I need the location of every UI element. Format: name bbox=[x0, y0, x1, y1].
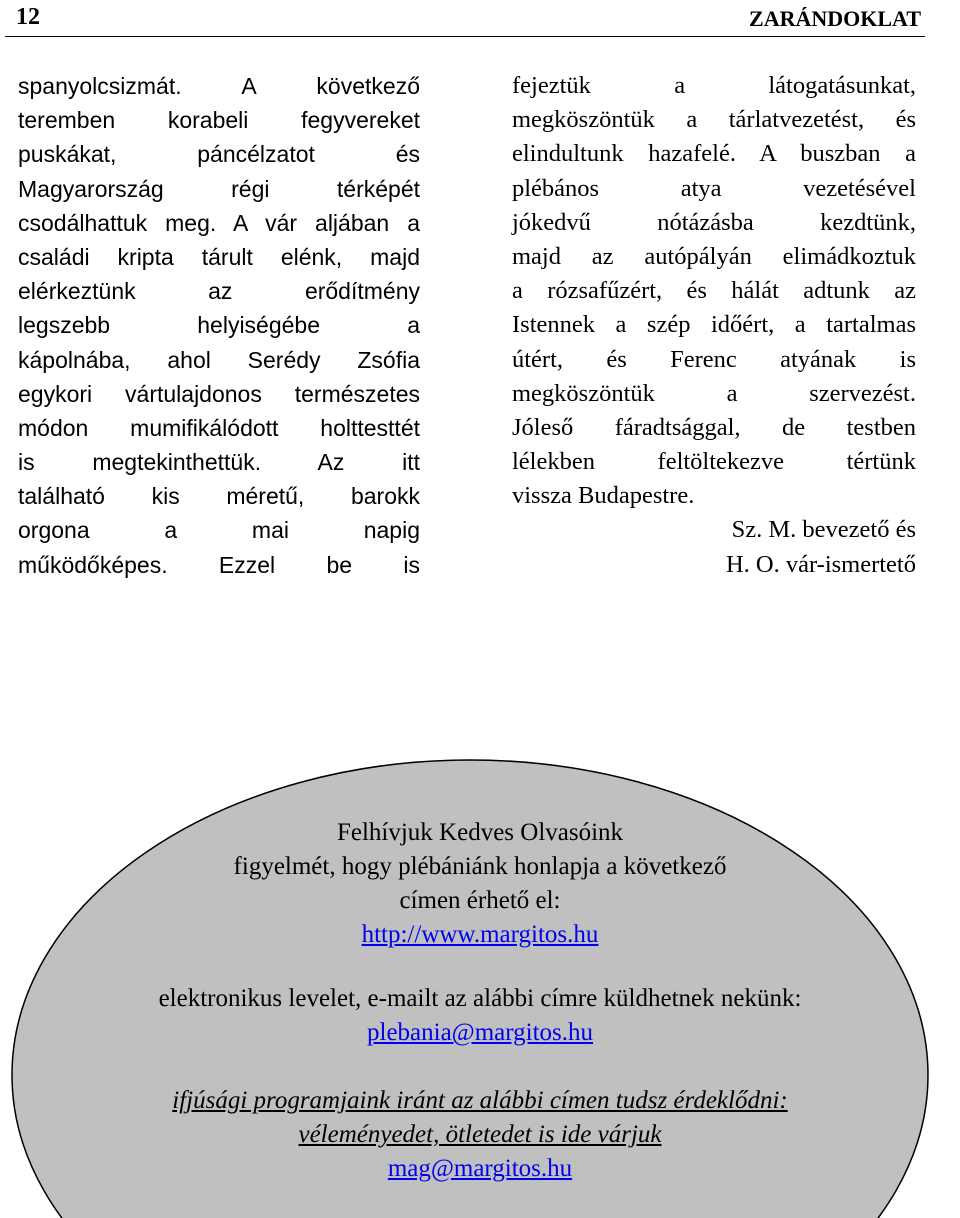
text-line: megköszöntük a tárlatvezetést, és bbox=[512, 106, 916, 134]
text-line: kápolnába, ahol Serédy Zsófia bbox=[18, 346, 420, 373]
text-line: lélekben feltöltekezve tértünk bbox=[512, 448, 916, 476]
text-line: spanyolcsizmát. A következő bbox=[18, 73, 420, 99]
notice-text bbox=[80, 816, 880, 1186]
text-line: útért, és Ferenc atyának is bbox=[512, 345, 916, 373]
text-line: csodálhattuk meg. A vár aljában a bbox=[18, 209, 420, 236]
website-link[interactable]: http://www.margitos.hu bbox=[361, 921, 599, 948]
text-line: megköszöntük a szervezést. bbox=[512, 379, 916, 407]
text-line: legszebb helyiségébe a bbox=[18, 312, 420, 339]
text-line: Istennek a szép időért, a tartalmas bbox=[512, 311, 916, 339]
page-number: 12 bbox=[16, 4, 40, 30]
text-line: módon mumifikálódott holttesttét bbox=[18, 414, 420, 441]
text-line: jókedvű nótázásba kezdtünk, bbox=[512, 208, 916, 236]
page-header bbox=[5, 0, 925, 37]
notice-line: figyelmét, hogy plébániánk honlapja a következő bbox=[233, 853, 727, 880]
text-line: Magyarország régi térképét bbox=[18, 175, 420, 202]
notice-line: Felhívjuk Kedves Olvasóink bbox=[336, 819, 624, 846]
notice-line: címen érhető el: bbox=[399, 887, 561, 914]
text-line: családi kripta tárult elénk, majd bbox=[18, 243, 420, 270]
youth-email-link[interactable]: mag@margitos.hu bbox=[387, 1155, 573, 1182]
text-line: elérkeztünk az erődítmény bbox=[18, 278, 420, 305]
text-line: található kis méretű, barokk bbox=[18, 483, 420, 510]
text-line: orgona a mai napig bbox=[18, 517, 420, 544]
text-line: fejeztük a látogatásunkat, bbox=[512, 72, 916, 99]
youth-line: véleményedet, ötletedet is ide várjuk bbox=[298, 1121, 662, 1148]
text-line: vissza Budapestre. bbox=[512, 482, 695, 510]
text-line: is megtekinthettük. Az itt bbox=[18, 449, 420, 476]
notice-line: elektronikus levelet, e-mailt az alábbi címre küldhetnek nekünk: bbox=[158, 985, 802, 1012]
right-column bbox=[512, 69, 916, 582]
text-line: a rózsafűzért, és hálát adtunk az bbox=[512, 277, 916, 305]
youth-line: ifjúsági programjaink iránt az alábbi címen tudsz érdeklődni: bbox=[172, 1087, 788, 1114]
text-line: teremben korabeli fegyvereket bbox=[18, 107, 420, 134]
text-line: Jóleső fáradtsággal, de testben bbox=[512, 413, 916, 441]
text-line: elindultunk hazafelé. A buszban a bbox=[512, 140, 916, 168]
signature-line: H. O. vár-ismertető bbox=[725, 550, 916, 578]
section-title: ZARÁNDOKLAT bbox=[749, 6, 921, 31]
email-link[interactable]: plebania@margitos.hu bbox=[367, 1019, 593, 1046]
left-column bbox=[18, 69, 420, 582]
text-line: működőképes. Ezzel be is bbox=[18, 551, 420, 578]
text-line: puskákat, páncélzatot és bbox=[18, 141, 420, 168]
signature-line: Sz. M. bevezető és bbox=[731, 516, 916, 544]
notice-box bbox=[0, 700, 960, 1218]
text-line: plébános atya vezetésével bbox=[512, 174, 916, 202]
text-line: egykori vártulajdonos természetes bbox=[18, 380, 420, 407]
text-line: majd az autópályán elimádkoztuk bbox=[512, 242, 916, 270]
